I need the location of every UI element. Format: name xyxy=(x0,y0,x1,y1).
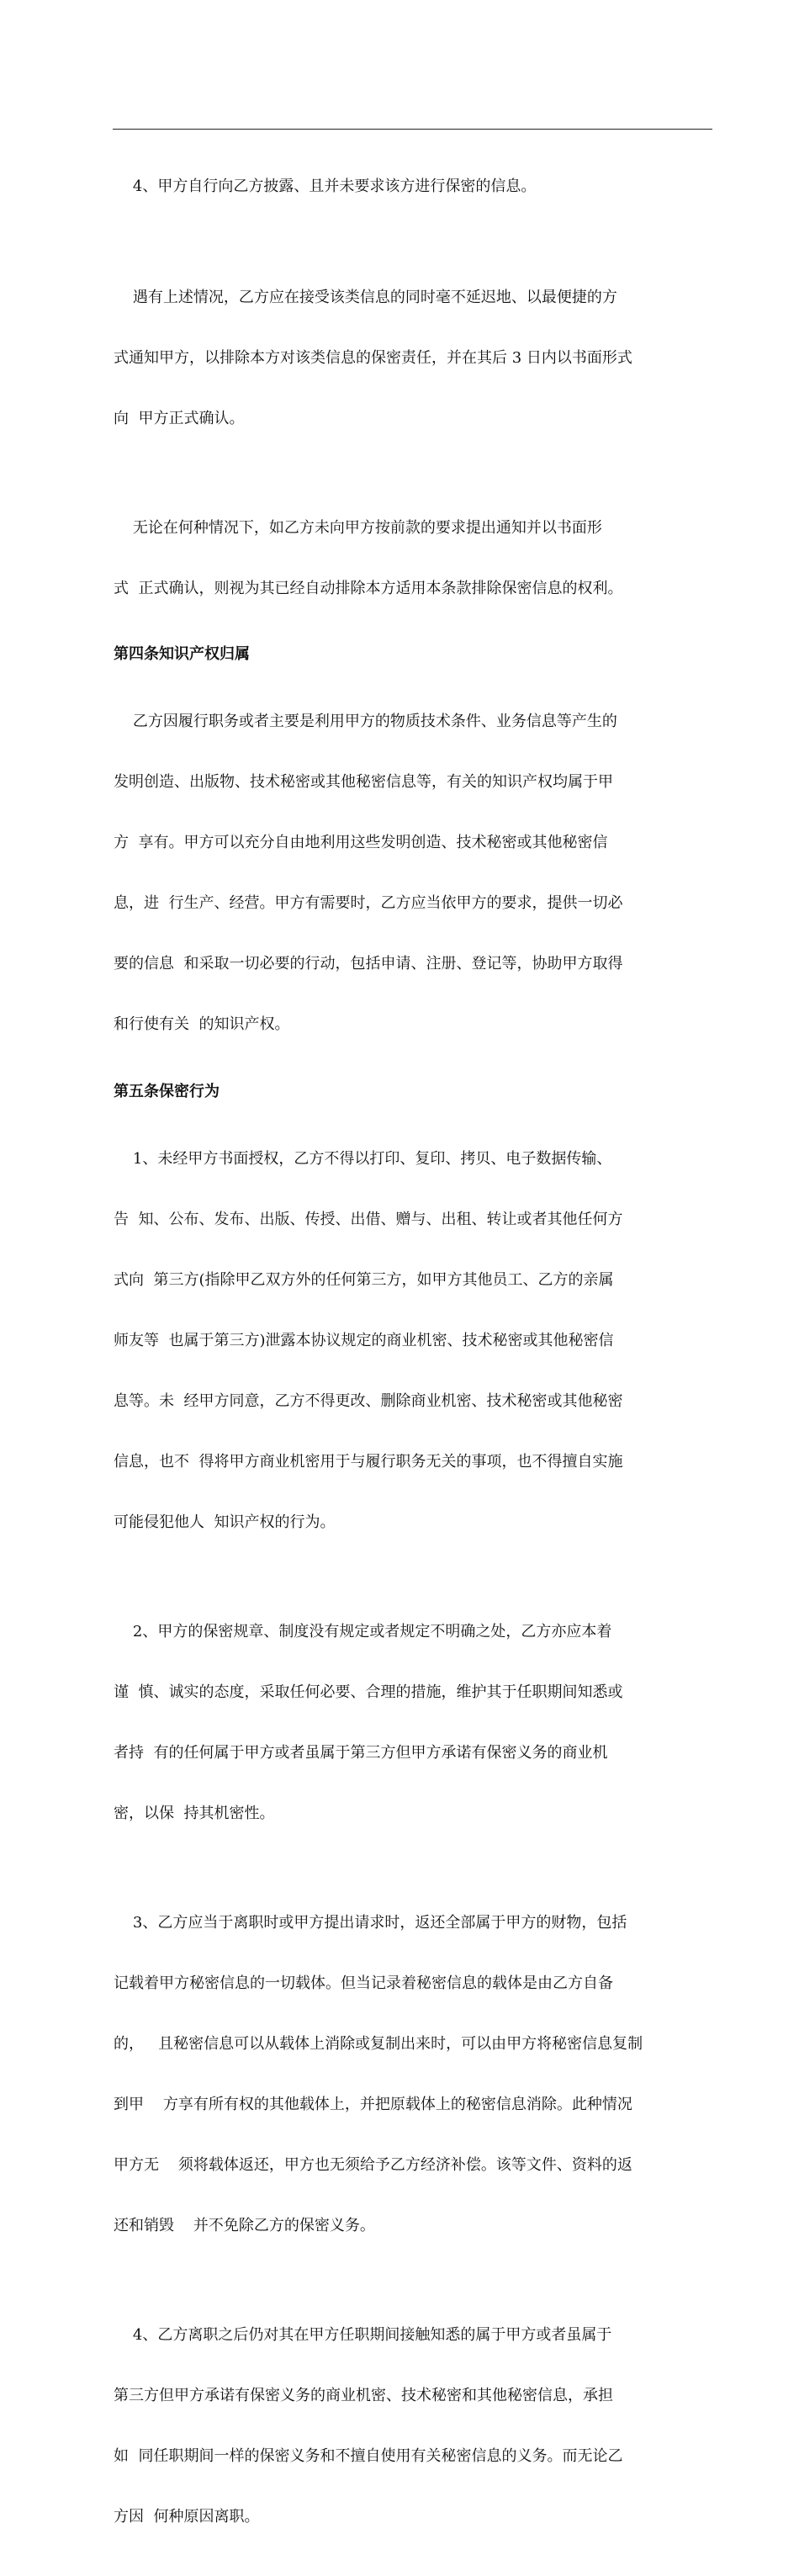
paragraph-failure-to-notify xyxy=(114,478,711,639)
text-line: 和行使有关 的知识产权。 xyxy=(114,1015,290,1033)
text-line: 如 同任职期间一样的保密义务和不擅自使用有关秘密信息的义务。而无论乙 xyxy=(114,2447,623,2465)
text-line: 发明创造、出版物、技术秘密或其他秘密信息等，有关的知识产权均属于甲 xyxy=(114,773,613,791)
paragraph-clause-1 xyxy=(114,1109,711,1573)
text-line: 方因 何种原因离职。 xyxy=(114,2508,260,2526)
paragraph-item-4-disclosure xyxy=(114,136,711,237)
paragraph-clause-3 xyxy=(114,1873,711,2277)
text-line: 方 享有。甲方可以充分自由地利用这些发明创造、技术秘密或其他秘密信 xyxy=(114,834,608,851)
text-line: 2、甲方的保密规章、制度没有规定或者规定不明确之处，乙方亦应本着 xyxy=(114,1623,612,1640)
header-rule xyxy=(113,129,712,130)
text-line: 可能侵犯他人 知识产权的行为。 xyxy=(114,1513,336,1531)
section-heading-article-5: 第五条保密行为 xyxy=(114,1083,220,1100)
text-line: 甲方无 须将载体返还，甲方也无须给予乙方经济补偿。该等文件、资料的返 xyxy=(114,2156,632,2174)
text-line: 的， 且秘密信息可以从载体上消除或复制出来时，可以由甲方将秘密信息复制 xyxy=(114,2035,643,2053)
paragraph-clause-2 xyxy=(114,1582,711,1864)
text-line: 乙方因履行职务或者主要是利用甲方的物质技术条件、业务信息等产生的 xyxy=(114,713,617,730)
paragraph-ip-ownership xyxy=(114,671,711,1075)
text-line: 谨 慎、诚实的态度，采取任何必要、合理的措施，维护其于任职期间知悉或 xyxy=(114,1683,623,1701)
text-line: 密，以保 持其机密性。 xyxy=(114,1805,275,1822)
text-line: 信息，也不 得将甲方商业机密用于与履行职务无关的事项，也不得擅自实施 xyxy=(114,1453,623,1471)
text-line: 4、乙方离职之后仍对其在甲方任职期间接触知悉的属于甲方或者虽属于 xyxy=(114,2326,612,2344)
text-line: 息，进 行生产、经营。甲方有需要时，乙方应当依甲方的要求，提供一切必 xyxy=(114,894,623,912)
text-line: 还和销毁 并不免除乙方的保密义务。 xyxy=(114,2217,375,2234)
text-line: 告 知、公布、发布、出版、传授、出借、赠与、出租、转让或者其他任何方 xyxy=(114,1211,623,1228)
paragraph-notify-party-a xyxy=(114,247,711,469)
text-line: 要的信息 和采取一切必要的行动，包括申请、注册、登记等，协助甲方取得 xyxy=(114,955,623,973)
text-line: 息等。未 经甲方同意，乙方不得更改、删除商业机密、技术秘密或其他秘密 xyxy=(114,1392,623,1410)
document-body xyxy=(114,136,711,2576)
text-line: 者持 有的任何属于甲方或者虽属于第三方但甲方承诺有保密义务的商业机 xyxy=(114,1744,608,1762)
text-line: 到甲 方享有所有权的其他载体上，并把原载体上的秘密信息消除。此种情况 xyxy=(114,2096,632,2113)
text-line: 式 正式确认，则视为其已经自动排除本方适用本条款排除保密信息的权利。 xyxy=(114,580,623,597)
text-line: 向 甲方正式确认。 xyxy=(114,410,245,427)
text-line: 记载着甲方秘密信息的一切载体。但当记录着秘密信息的载体是由乙方自备 xyxy=(114,1974,613,1992)
text-line: 1、未经甲方书面授权，乙方不得以打印、复印、拷贝、电子数据传输、 xyxy=(114,1150,612,1168)
text-line: 4、甲方自行向乙方披露、且并未要求该方进行保密的信息。 xyxy=(114,178,537,195)
text-line: 无论在何种情况下，如乙方未向甲方按前款的要求提出通知并以书面形 xyxy=(114,519,602,537)
text-line: 师友等 也属于第三方)泄露本协议规定的商业机密、技术秘密或其他秘密信 xyxy=(114,1332,614,1349)
text-line: 式向 第三方(指除甲乙双方外的任何第三方，如甲方其他员工、乙方的亲属 xyxy=(114,1271,614,1289)
paragraph-clause-4 xyxy=(114,2285,711,2568)
text-line: 式通知甲方，以排除本方对该类信息的保密责任，并在其后 3 日内以书面形式 xyxy=(114,349,632,367)
text-line: 3、乙方应当于离职时或甲方提出请求时，返还全部属于甲方的财物，包括 xyxy=(114,1914,627,1932)
text-line: 第三方但甲方承诺有保密义务的商业机密、技术秘密和其他秘密信息，承担 xyxy=(114,2387,613,2404)
text-line: 遇有上述情况，乙方应在接受该类信息的同时毫不延迟地、以最便捷的方 xyxy=(114,289,617,306)
section-heading-article-4: 第四条知识产权归属 xyxy=(114,645,250,663)
